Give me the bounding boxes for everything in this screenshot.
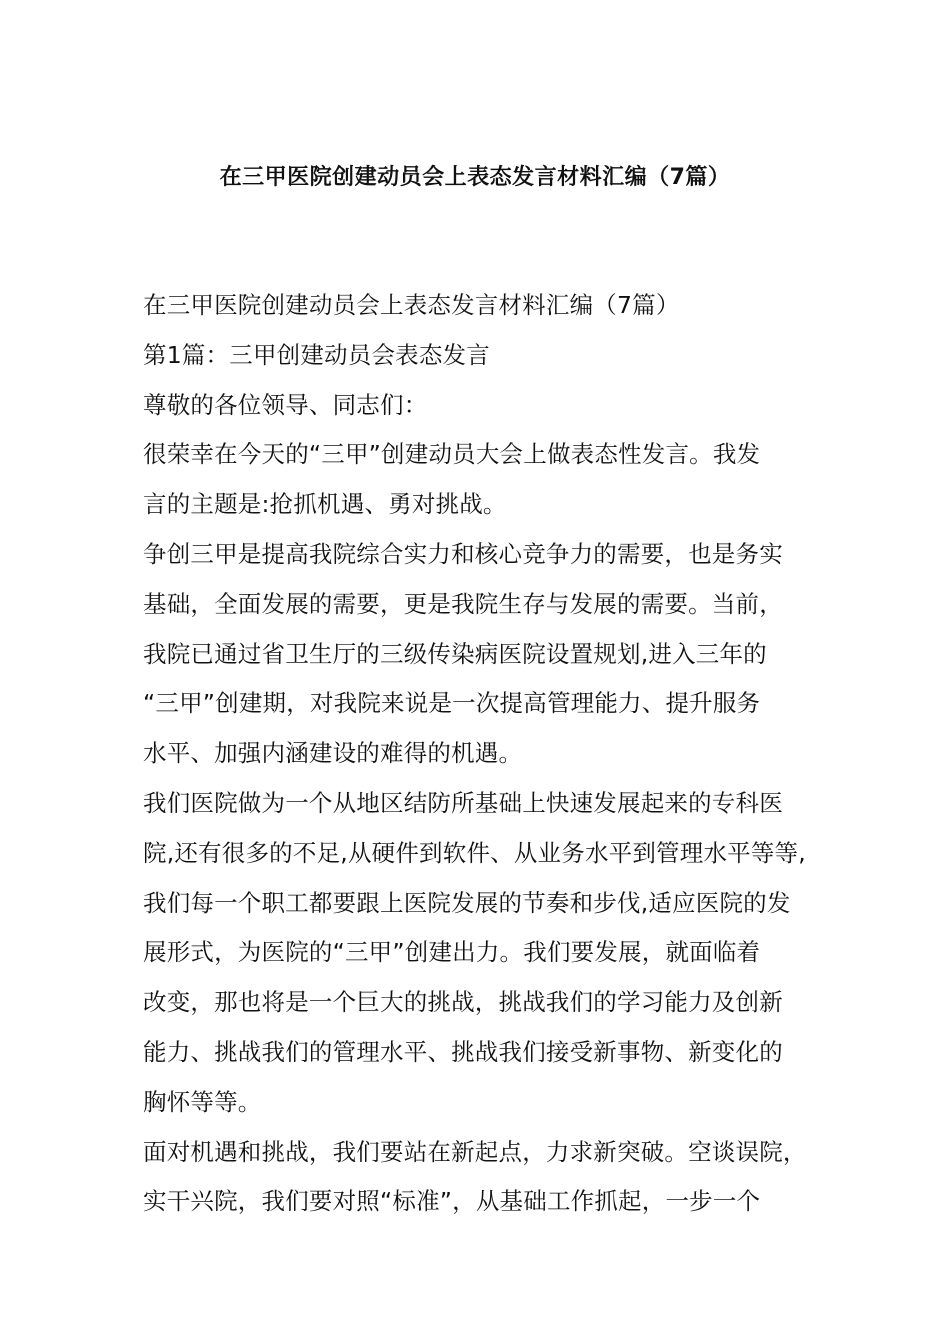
text-line: 我们医院做为一个从地区结防所基础上快速发展起来的专科医 (143, 788, 783, 817)
text-line: 胸怀等等。 (143, 1087, 262, 1116)
text-line: 院,还有很多的不足,从硬件到软件、从业务水平到管理水平等等, (143, 838, 806, 867)
text-line: 很荣幸在今天的“三甲”创建动员大会上做表态性发言。我发 (143, 440, 761, 469)
text-line: 改变，那也将是一个巨大的挑战，挑战我们的学习能力及创新 (143, 988, 783, 1017)
text-line: 我院已通过省卫生厅的三级传染病医院设置规划,进入三年的 (143, 639, 767, 668)
document-title: 在三甲医院创建动员会上表态发言材料汇编（7篇） (219, 165, 731, 190)
text-line: 实干兴院，我们要对照“标准”，从基础工作抓起，一步一个 (143, 1187, 761, 1216)
text-line: 能力、挑战我们的管理水平、挑战我们接受新事物、新变化的 (143, 1037, 783, 1066)
text-line: 面对机遇和挑战，我们要站在新起点，力求新突破。空谈误院， (143, 1137, 807, 1166)
text-line: 水平、加强内涵建设的难得的机遇。 (143, 739, 523, 768)
text-line: 言的主题是:抢抓机遇、勇对挑战。 (143, 490, 507, 519)
text-line: 第1篇：三甲创建动员会表态发言 (143, 340, 490, 369)
text-line: 在三甲医院创建动员会上表态发言材料汇编（7篇） (143, 291, 680, 319)
text-line: 基础，全面发展的需要，更是我院生存与发展的需要。当前， (143, 589, 783, 618)
text-line: 展形式，为医院的“三甲”创建出力。我们要发展，就面临着 (143, 938, 761, 967)
text-line: 尊敬的各位领导、同志们： (143, 390, 428, 419)
text-line: 争创三甲是提高我院综合实力和核心竞争力的需要，也是务实 (143, 539, 783, 568)
text-line: “三甲”创建期，对我院来说是一次提高管理能力、提升服务 (143, 689, 761, 718)
document-body (143, 281, 823, 1227)
text-line: 我们每一个职工都要跟上医院发展的节奏和步伐,适应医院的发 (143, 888, 791, 917)
